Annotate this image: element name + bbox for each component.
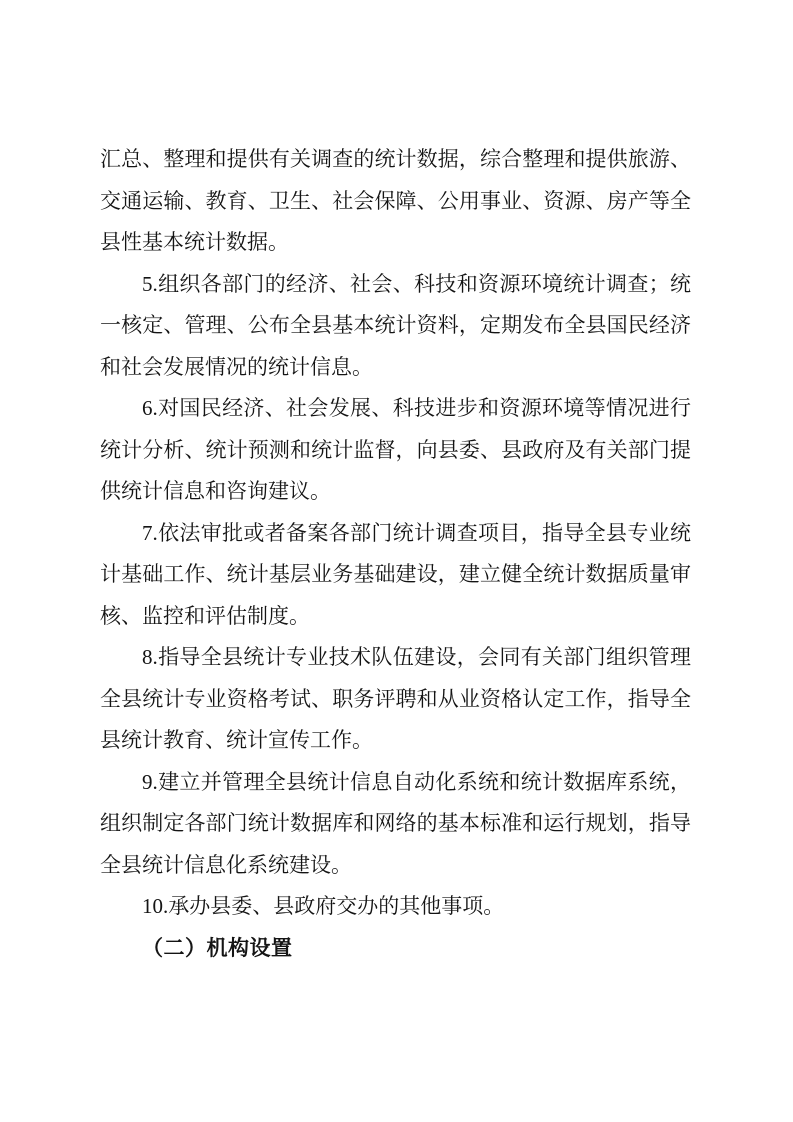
duty-item-9: 9.建立并管理全县统计信息自动化系统和统计数据库系统，组织制定各部门统计数据库和网络的基本标准和运行规划，指导全县统计信息化系统建设。	[100, 769, 691, 877]
duty-item-7: 7.依法审批或者备案各部门统计调查项目，指导全县专业统计基础工作、统计基层业务基础建设，建立健全统计数据质量审核、监控和评估制度。	[100, 520, 691, 628]
body-paragraph-continuation: 汇总、整理和提供有关调查的统计数据，综合整理和提供旅游、交通运输、教育、卫生、社会保障、公用事业、资源、房产等全县性基本统计数据。	[100, 147, 691, 254]
duty-item-5: 5.组织各部门的经济、社会、科技和资源环境统计调查；统一核定、管理、公布全县基本统计资料，定期发布全县国民经济和社会发展情况的统计信息。	[100, 271, 691, 379]
duty-item-8: 8.指导全县统计专业技术队伍建设，会同有关部门组织管理全县统计专业资格考试、职务评聘和从业资格认定工作，指导全县统计教育、统计宣传工作。	[100, 645, 691, 752]
duty-item-6: 6.对国民经济、社会发展、科技进步和资源环境等情况进行统计分析、统计预测和统计监督，向县委、县政府及有关部门提供统计信息和咨询建议。	[100, 396, 691, 503]
section-heading-organization-setup: （二）机构设置	[142, 936, 293, 960]
duty-item-10: 10.承办县委、县政府交办的其他事项。	[142, 894, 505, 918]
